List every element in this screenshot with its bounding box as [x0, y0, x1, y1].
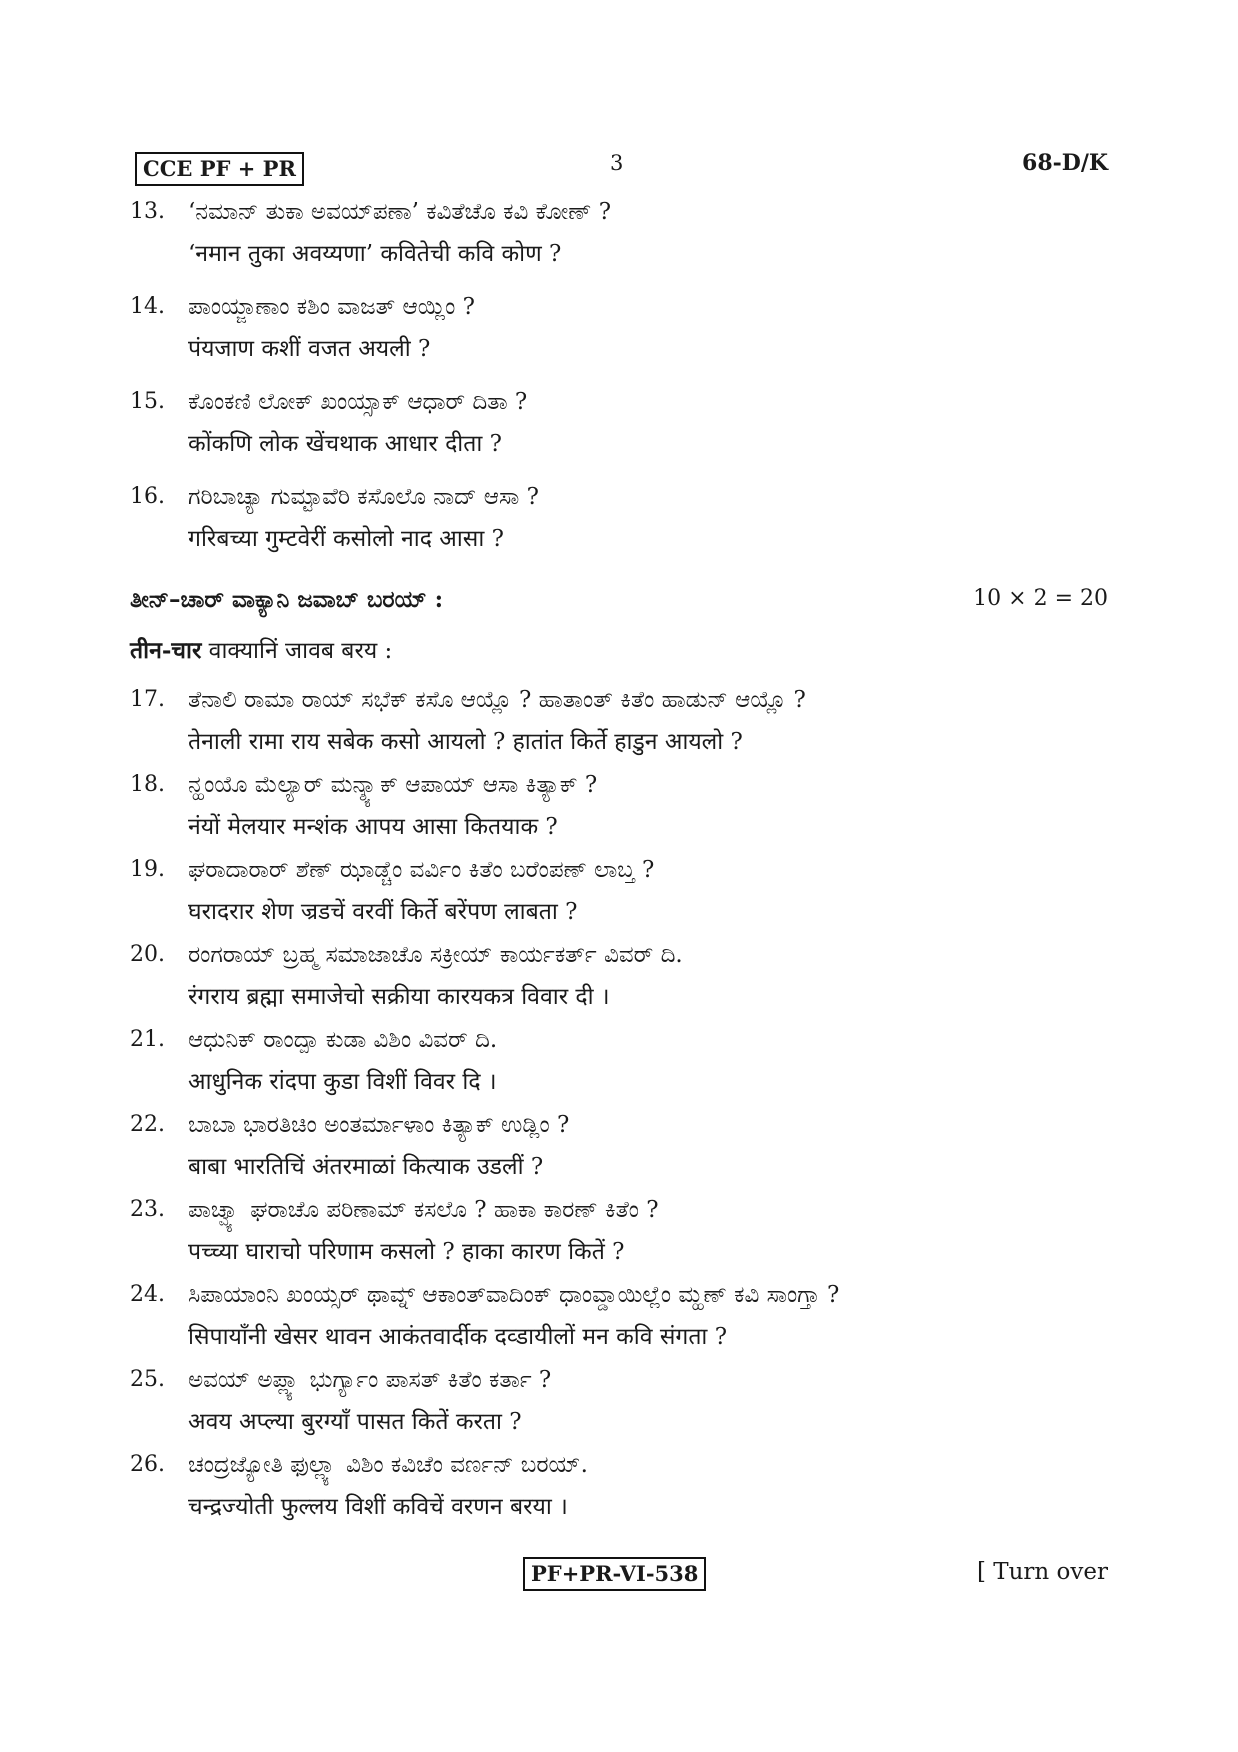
question-number: 25.	[130, 1367, 165, 1392]
question-text-devanagari: बाबा भारतिचिं अंतरमाळां कित्याक उडलीं ?	[188, 1154, 544, 1180]
question-text-devanagari: नंयों मेलयार मन्शंक आपय आसा कितयाक ?	[188, 814, 558, 840]
question-text-devanagari: कोंकणि लोक खेंचथाक आधार दीता ?	[188, 431, 502, 457]
question-text-kannada: ಅವಯ್ ಅಪ್ಲ್ಯಾ ಭುರ್ಗ್ಯಾಂ ಪಾಸತ್ ಕಿತೆಂ ಕರ್ತಾ ?	[188, 1367, 552, 1393]
question-number: 15.	[130, 389, 165, 414]
question-text-kannada: ಸಿಪಾಯಾಂನಿ ಖಂಯ್ಸರ್ ಥಾವ್ನ್ ಆಕಾಂತ್‌ವಾದಿಂಕ್ ಧಾಂವ್ಡಾಯಿಲ್ಲೆಂ ಮ್ಹಣ್ ಕವಿ ಸಾಂಗ್ತಾ ?	[188, 1282, 840, 1308]
turn-over-note: [ Turn over	[976, 1559, 1108, 1585]
question-number: 23.	[130, 1197, 165, 1222]
question-number: 14.	[130, 294, 165, 319]
question-text-devanagari: सिपायाँनी खेसर थावन आकंतवार्दीक दव्डायीलों मन कवि संगता ?	[188, 1324, 728, 1350]
question-number: 22.	[130, 1112, 165, 1137]
question-text-devanagari: गरिबच्या गुम्टवेरीं कसोलो नाद आसा ?	[188, 526, 504, 552]
footer-code-box: PF+PR-VI-538	[523, 1557, 706, 1591]
question-text-devanagari: पच्च्या घाराचो परिणाम कसलो ? हाका कारण कितें ?	[188, 1239, 625, 1265]
page-number: 3	[610, 151, 624, 175]
question-text-kannada: ‘ನಮಾನ್ ತುಕಾ ಅವಯ್‌ಪಣಾ’ ಕವಿತೆಚೊ ಕವಿ ಕೋಣ್ ?	[188, 199, 612, 225]
question-number: 21.	[130, 1027, 165, 1052]
question-text-kannada: ನ್ಹಂಯೊ ಮೆಲ್ಯಾರ್ ಮನ್ಶ್ಯಾಕ್ ಆಪಾಯ್ ಆಸಾ ಕಿತ್ಯಾಕ್ ?	[188, 772, 598, 798]
question-text-devanagari: आधुनिक रांदपा कुडा विशीं विवर दि ।	[188, 1069, 497, 1095]
question-text-kannada: ಪಾಂಯ್ಜಾಣಾಂ ಕಶಿಂ ವಾಜತ್ ಆಯ್ಲಿಂ ?	[188, 294, 476, 320]
question-number: 20.	[130, 942, 165, 967]
section-marks: 10 × 2 = 20	[973, 586, 1108, 611]
question-text-devanagari: तेनाली रामा राय सबेक कसो आयलो ? हातांत किर्ते हाडुन आयलो ?	[188, 729, 743, 755]
question-number: 16.	[130, 484, 165, 509]
question-text-devanagari: पंयजाण कशीं वजत अयली ?	[188, 336, 431, 362]
section-heading-kannada: ತೀನ್–ಚಾರ್ ವಾಕ್ಯಾನಿ ಜವಾಬ್ ಬರಯ್ :	[130, 586, 444, 613]
paper-code: 68-D/K	[1022, 150, 1108, 176]
question-text-devanagari: चन्द्रज्योती फुल्लय विशीं कविचें वरणन बरया ।	[188, 1494, 568, 1520]
question-text-kannada: ಚಂದ್ರಜ್ಯೋತಿ ಫುಲ್ಲ್ಯಾ ವಿಶಿಂ ಕವಿಚೆಂ ವರ್ಣನ್ ಬರಯ್.	[188, 1452, 588, 1478]
question-number: 13.	[130, 199, 165, 224]
question-number: 26.	[130, 1452, 165, 1477]
section-heading-rest: वाक्यानिं जावब बरय :	[201, 638, 393, 664]
question-text-kannada: ರಂಗರಾಯ್ ಬ್ರಹ್ಮ ಸಮಾಜಾಚೊ ಸಕ್ರೀಯ್ ಕಾರ್ಯಕರ್ತ್ ವಿವರ್ ದಿ.	[188, 942, 683, 968]
question-text-kannada: ತೆನಾಲಿ ರಾಮಾ ರಾಯ್ ಸಭೆಕ್ ಕಸೊ ಆಯ್ಲೊ ? ಹಾತಾಂತ್ ಕಿತೆಂ ಹಾಡುನ್ ಆಯ್ಲೊ ?	[188, 687, 806, 713]
question-text-devanagari: ‘नमान तुका अवय्यणा’ कवितेची कवि कोण ?	[188, 241, 562, 267]
section-heading-devanagari	[130, 633, 392, 665]
header-code-box: CCE PF + PR	[135, 152, 304, 186]
question-text-devanagari: अवय अप्ल्या बुरग्याँ पासत कितें करता ?	[188, 1409, 522, 1435]
question-text-kannada: ಆಧುನಿಕ್ ರಾಂದ್ಪಾ ಕುಡಾ ವಿಶಿಂ ವಿವರ್ ದಿ.	[188, 1027, 498, 1053]
question-number: 19.	[130, 857, 165, 882]
question-text-kannada: ಗರಿಬಾಚ್ಯಾ ಗುಮ್ಟಾವೆರಿ ಕಸೊಲೊ ನಾದ್ ಆಸಾ ?	[188, 484, 539, 510]
question-text-devanagari: रंगराय ब्रह्मा समाजेचो सक्रीया कारयकत्र विवार दी ।	[188, 984, 610, 1010]
question-text-devanagari: घरादरार शेण ज्रडचें वरवीं किर्ते बरेंपण लाबता ?	[188, 899, 578, 925]
question-number: 17.	[130, 687, 165, 712]
question-text-kannada: ಬಾಬಾ ಭಾರತಿಚಿಂ ಅಂತರ್ಮಾಳಾಂ ಕಿತ್ಯಾಕ್ ಉಡ್ಲಿಂ ?	[188, 1112, 570, 1138]
question-text-kannada: ಕೊಂಕಣಿ ಲೋಕ್ ಖಂಯ್ಸಾಕ್ ಆಧಾರ್ ದಿತಾ ?	[188, 389, 528, 415]
question-text-kannada: ಘರಾದಾರಾರ್ ಶೆಣ್ ಝಾಡ್ಚೆಂ ವರ್ವಿಂ ಕಿತೆಂ ಬರೆಂಪಣ್ ಲಾಬ್ತ ?	[188, 857, 655, 883]
section-heading-bold: तीन-चार	[130, 637, 202, 664]
question-number: 24.	[130, 1282, 165, 1307]
question-number: 18.	[130, 772, 165, 797]
question-text-kannada: ಪಾಚ್ವ್ಯಾ ಘರಾಚೊ ಪರಿಣಾಮ್ ಕಸಲೊ ? ಹಾಕಾ ಕಾರಣ್ ಕಿತೆಂ ?	[188, 1197, 659, 1223]
